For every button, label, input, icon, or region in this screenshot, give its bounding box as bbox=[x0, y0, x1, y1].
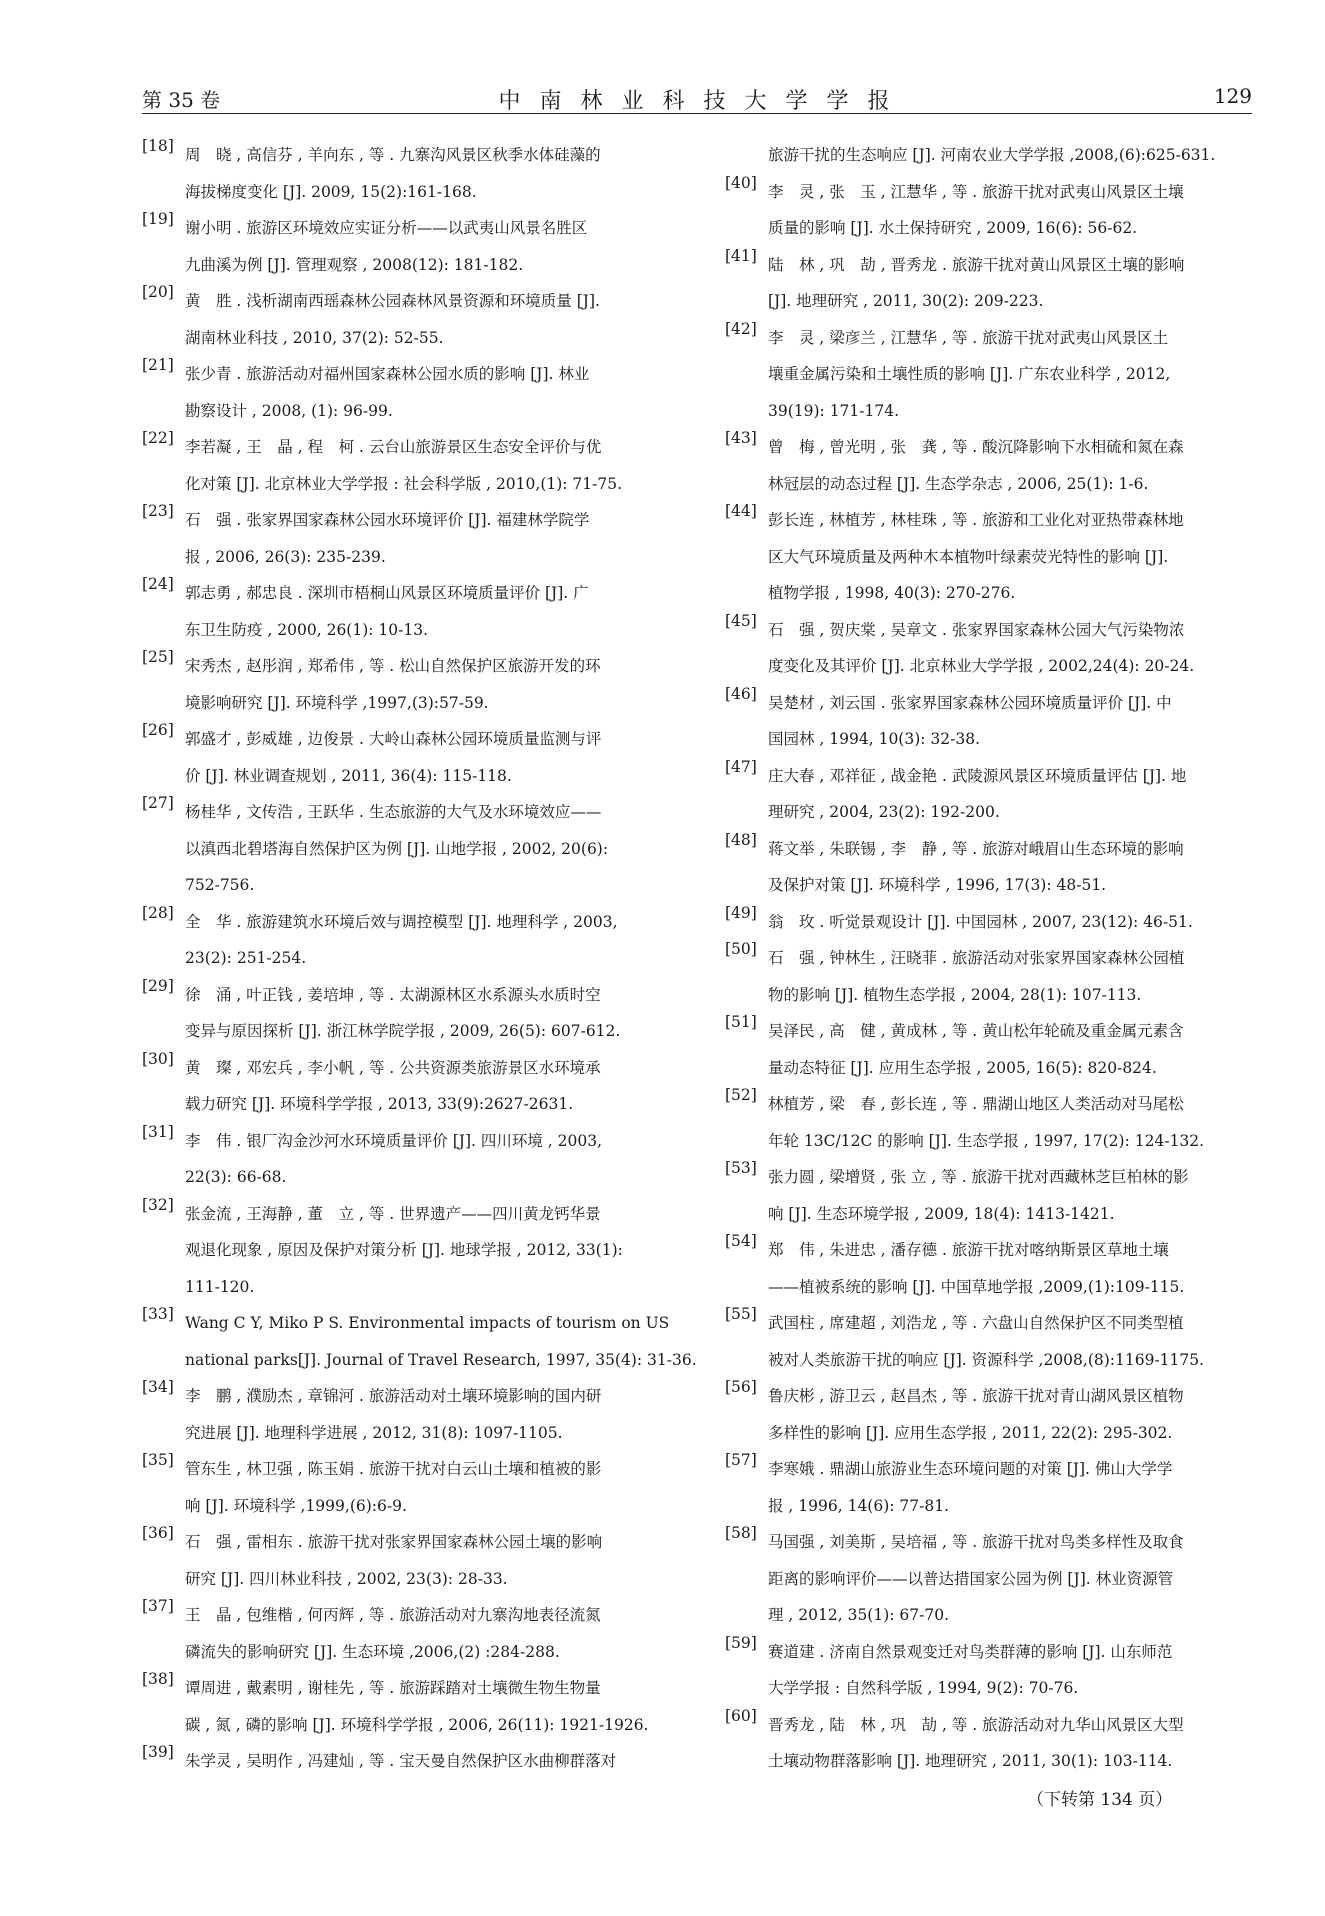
reference-item bbox=[725, 1013, 1255, 1086]
reference-item bbox=[142, 1378, 672, 1451]
reference-text bbox=[768, 1634, 1255, 1707]
reference-number: [35] bbox=[142, 1451, 174, 1469]
reference-text bbox=[768, 320, 1255, 430]
reference-line: 报 , 1996, 14(6): 77-81. bbox=[768, 1496, 950, 1515]
reference-text bbox=[185, 1670, 672, 1743]
reference-line: 物的影响 [J]. 植物生态学报 , 2004, 28(1): 107-113. bbox=[768, 985, 1142, 1004]
reference-item bbox=[725, 1232, 1255, 1305]
reference-number: [33] bbox=[142, 1305, 174, 1323]
reference-item bbox=[142, 1524, 672, 1597]
reference-item bbox=[142, 977, 672, 1050]
reference-text bbox=[185, 1597, 672, 1670]
reference-item bbox=[725, 904, 1255, 941]
reference-number: [20] bbox=[142, 283, 174, 301]
reference-number: [56] bbox=[725, 1378, 757, 1396]
header-rule bbox=[142, 113, 1252, 114]
reference-line: national parks[J]. Journal of Travel Research, 1997, 35(4): 31-36. bbox=[185, 1350, 697, 1369]
reference-item bbox=[142, 1123, 672, 1196]
reference-item bbox=[142, 1451, 672, 1524]
reference-text bbox=[185, 1378, 672, 1451]
reference-line: 旅游干扰的生态响应 [J]. 河南农业大学学报 ,2008,(6):625-631. bbox=[768, 146, 1216, 164]
reference-number: [28] bbox=[142, 903, 174, 922]
reference-line: 谢小明 . 旅游区环境效应实证分析——以武夷山风景名胜区 bbox=[185, 219, 588, 237]
reference-item bbox=[725, 429, 1255, 502]
reference-text bbox=[185, 502, 672, 575]
reference-text bbox=[185, 721, 672, 794]
reference-line: 度变化及其评价 [J]. 北京林业大学学报 , 2002,24(4): 20-24. bbox=[768, 657, 1195, 675]
reference-text bbox=[185, 1305, 697, 1378]
reference-text bbox=[185, 137, 672, 210]
reference-number: [22] bbox=[142, 429, 174, 447]
reference-line: 张少青 . 旅游活动对福州国家森林公园水质的影响 [J]. 林业 bbox=[185, 365, 590, 383]
reference-line: 以滇西北碧塔海自然保护区为例 [J]. 山地学报 , 2002, 20(6): bbox=[185, 839, 609, 858]
reference-line: 石 强 . 张家界国家森林公园水环境评价 [J]. 福建林学院学 bbox=[185, 511, 590, 529]
reference-line: 全 华 . 旅游建筑水环境后效与调控模型 [J]. 地理科学 , 2003, bbox=[185, 912, 618, 931]
reference-text bbox=[185, 794, 672, 904]
reference-item bbox=[142, 429, 672, 502]
reference-line: 李 灵 , 梁彦兰 , 江慧华 , 等 . 旅游干扰对武夷山风景区土 bbox=[768, 328, 1169, 347]
reference-item bbox=[725, 1305, 1255, 1378]
reference-number: [31] bbox=[142, 1122, 174, 1141]
reference-number: [23] bbox=[142, 502, 174, 520]
reference-text bbox=[768, 1232, 1255, 1305]
reference-item bbox=[725, 1634, 1255, 1707]
reference-line: 年轮 13C/12C 的影响 [J]. 生态学报 , 1997, 17(2): 124-132. bbox=[768, 1131, 1205, 1150]
reference-number: [29] bbox=[142, 976, 174, 995]
reference-line: 理 , 2012, 35(1): 67-70. bbox=[768, 1606, 950, 1624]
reference-number: [32] bbox=[142, 1195, 174, 1214]
reference-text bbox=[185, 283, 672, 356]
reference-line: 国园林 , 1994, 10(3): 32-38. bbox=[768, 730, 981, 748]
reference-line: 郑 伟 , 朱进忠 , 潘存德 . 旅游干扰对喀纳斯景区草地土壤 bbox=[768, 1241, 1169, 1259]
reference-line: 距离的影响评价——以普达措国家公园为例 [J]. 林业资源管 bbox=[768, 1569, 1174, 1588]
reference-line: Wang C Y, Miko P S. Environmental impacts of tourism on US bbox=[185, 1314, 670, 1332]
volume-label: 第 35 卷 bbox=[142, 88, 221, 112]
reference-line: 理研究 , 2004, 23(2): 192-200. bbox=[768, 803, 1000, 821]
reference-text bbox=[185, 1196, 672, 1306]
reference-item bbox=[142, 648, 672, 721]
reference-item bbox=[142, 502, 672, 575]
reference-number: [27] bbox=[142, 794, 174, 812]
reference-number: [54] bbox=[725, 1232, 757, 1250]
reference-item bbox=[142, 721, 672, 794]
reference-line: 李 灵 , 张 玉 , 江慧华 , 等 . 旅游干扰对武夷山风景区土壤 bbox=[768, 182, 1184, 201]
reference-item bbox=[142, 794, 672, 904]
reference-line: 鲁庆彬 , 游卫云 , 赵昌杰 , 等 . 旅游干扰对青山湖风景区植物 bbox=[768, 1387, 1184, 1405]
reference-number: [37] bbox=[142, 1597, 174, 1615]
reference-line: 23(2): 251-254. bbox=[185, 949, 307, 967]
reference-text bbox=[768, 612, 1255, 685]
reference-text bbox=[768, 904, 1255, 941]
reference-text bbox=[185, 977, 672, 1050]
reference-item bbox=[142, 356, 672, 429]
reference-line: 湖南林业科技 , 2010, 37(2): 52-55. bbox=[185, 328, 444, 347]
reference-number: [40] bbox=[725, 173, 757, 192]
reference-line: 及保护对策 [J]. 环境科学 , 1996, 17(3): 48-51. bbox=[768, 876, 1107, 894]
reference-item bbox=[725, 1159, 1255, 1232]
reference-number: [18] bbox=[142, 137, 174, 155]
reference-line: 杨桂华 , 文传浩 , 王跃华 . 生态旅游的大气及水环境效应—— bbox=[185, 803, 602, 821]
reference-number: [49] bbox=[725, 903, 757, 922]
reference-text bbox=[768, 502, 1255, 612]
reference-line: 谭周进 , 戴素明 , 谢桂先 , 等 . 旅游踩踏对土壤微生物生物量 bbox=[185, 1679, 601, 1697]
reference-text bbox=[768, 174, 1255, 247]
reference-line: 响 [J]. 生态环境学报 , 2009, 18(4): 1413-1421. bbox=[768, 1204, 1115, 1223]
reference-text bbox=[185, 575, 672, 648]
reference-line: 大学学报 : 自然科学版 , 1994, 9(2): 70-76. bbox=[768, 1679, 1079, 1697]
reference-line: 吴楚材 , 刘云国 . 张家界国家森林公园环境质量评价 [J]. 中 bbox=[768, 693, 1172, 712]
reference-line: 马国强 , 刘美斯 , 吴培福 , 等 . 旅游干扰对鸟类多样性及取食 bbox=[768, 1533, 1184, 1551]
reference-number: [58] bbox=[725, 1524, 757, 1542]
reference-text bbox=[768, 1378, 1255, 1451]
reference-number: [25] bbox=[142, 648, 174, 666]
reference-text bbox=[185, 210, 672, 283]
reference-number: [48] bbox=[725, 830, 757, 849]
reference-line: 九曲溪为例 [J]. 管理观察 , 2008(12): 181-182. bbox=[185, 255, 524, 274]
reference-number: [42] bbox=[725, 319, 757, 338]
reference-number: [52] bbox=[725, 1086, 757, 1104]
reference-item bbox=[142, 1670, 672, 1743]
reference-line: 海拔梯度变化 [J]. 2009, 15(2):161-168. bbox=[185, 182, 477, 201]
reference-text bbox=[185, 1743, 672, 1780]
reference-line: 翁 玫 . 听觉景观设计 [J]. 中国园林 , 2007, 23(12): 46-51. bbox=[768, 912, 1193, 931]
reference-number: [47] bbox=[725, 757, 757, 776]
reference-item bbox=[725, 831, 1255, 904]
reference-text bbox=[185, 1050, 672, 1123]
reference-text bbox=[768, 1707, 1255, 1780]
reference-line: 石 强 , 钟林生 , 汪晓菲 . 旅游活动对张家界国家森林公园植 bbox=[768, 949, 1185, 967]
reference-line: 管东生 , 林卫强 , 陈玉娟 . 旅游干扰对白云山土壤和植被的影 bbox=[185, 1460, 602, 1478]
reference-line: 被对人类旅游干扰的响应 [J]. 资源科学 ,2008,(8):1169-1175. bbox=[768, 1350, 1205, 1369]
reference-line: [J]. 地理研究 , 2011, 30(2): 209-223. bbox=[768, 292, 1044, 310]
reference-item bbox=[725, 685, 1255, 758]
reference-item bbox=[142, 137, 672, 210]
reference-number: [45] bbox=[725, 611, 757, 630]
reference-number: [55] bbox=[725, 1305, 757, 1323]
reference-item bbox=[725, 612, 1255, 685]
reference-item bbox=[725, 1451, 1255, 1524]
reference-text bbox=[185, 1524, 672, 1597]
reference-line: 观退化现象 , 原因及保护对策分析 [J]. 地球学报 , 2012, 33(1): bbox=[185, 1241, 623, 1259]
reference-line: 东卫生防疫 , 2000, 26(1): 10-13. bbox=[185, 620, 429, 639]
page-number: 129 bbox=[1213, 84, 1252, 108]
reference-text bbox=[185, 904, 672, 977]
reference-line: 碳 , 氮 , 磷的影响 [J]. 环境科学学报 , 2006, 26(11): 1921-1926. bbox=[185, 1715, 649, 1734]
reference-text bbox=[768, 685, 1255, 758]
reference-item bbox=[768, 137, 1255, 174]
reference-line: 黄 璨 , 邓宏兵 , 李小帆 , 等 . 公共资源类旅游景区水环境承 bbox=[185, 1058, 601, 1077]
reference-line: 化对策 [J]. 北京林业大学学报 : 社会科学版 , 2010,(1): 71-75. bbox=[185, 474, 623, 493]
reference-line: 周 晓 , 高信芬 , 羊向东 , 等 . 九寨沟风景区秋季水体硅藻的 bbox=[185, 146, 601, 164]
reference-line: 李若凝 , 王 晶 , 程 柯 . 云台山旅游景区生态安全评价与优 bbox=[185, 438, 602, 456]
reference-line: 磷流失的影响研究 [J]. 生态环境 ,2006,(2) :284-288. bbox=[185, 1642, 560, 1661]
reference-line: 晋秀龙 , 陆 林 , 巩 劼 , 等 . 旅游活动对九华山风景区大型 bbox=[768, 1715, 1184, 1734]
reference-number: [38] bbox=[142, 1670, 174, 1688]
reference-number: [43] bbox=[725, 429, 757, 447]
reference-number: [21] bbox=[142, 356, 174, 374]
reference-line: 研究 [J]. 四川林业科技 , 2002, 23(3): 28-33. bbox=[185, 1569, 508, 1588]
reference-line: 蒋文举 , 朱联锡 , 李 静 , 等 . 旅游对峨眉山生态环境的影响 bbox=[768, 839, 1184, 858]
reference-number: [53] bbox=[725, 1159, 757, 1177]
reference-text bbox=[185, 1123, 672, 1196]
reference-line: 张力圆 , 梁增贤 , 张 立 , 等 . 旅游干扰对西藏林芝巨柏林的影 bbox=[768, 1168, 1189, 1186]
reference-line: 22(3): 66-68. bbox=[185, 1168, 287, 1186]
reference-number: [51] bbox=[725, 1013, 757, 1031]
reference-text bbox=[768, 940, 1255, 1013]
reference-line: 李 鹏 , 濮励杰 , 章锦河 . 旅游活动对土壤环境影响的国内研 bbox=[185, 1387, 602, 1405]
reference-item bbox=[142, 1743, 672, 1780]
reference-line: 响 [J]. 环境科学 ,1999,(6):6-9. bbox=[185, 1496, 407, 1515]
references-right-column bbox=[725, 137, 1255, 1780]
reference-text bbox=[185, 356, 672, 429]
reference-text bbox=[768, 831, 1255, 904]
reference-line: 张金流 , 王海静 , 董 立 , 等 . 世界遗产——四川黄龙钙华景 bbox=[185, 1204, 601, 1223]
reference-line: 壤重金属污染和土壤性质的影响 [J]. 广东农业科学 , 2012, bbox=[768, 365, 1171, 383]
reference-item bbox=[725, 174, 1255, 247]
running-header bbox=[142, 84, 1252, 116]
reference-line: 陆 林 , 巩 劼 , 晋秀龙 . 旅游干扰对黄山风景区土壤的影响 bbox=[768, 255, 1185, 274]
reference-number: [34] bbox=[142, 1378, 174, 1396]
reference-number: [24] bbox=[142, 575, 174, 593]
reference-text bbox=[768, 1159, 1255, 1232]
reference-item bbox=[725, 1378, 1255, 1451]
reference-number: [46] bbox=[725, 684, 757, 703]
reference-text bbox=[768, 1305, 1255, 1378]
reference-text bbox=[185, 1451, 672, 1524]
reference-text bbox=[768, 429, 1255, 502]
reference-line: 朱学灵 , 吴明作 , 冯建灿 , 等 . 宝天曼自然保护区水曲柳群落对 bbox=[185, 1752, 617, 1770]
reference-line: 黄 胜 . 浅析湖南西瑶森林公园森林风景资源和环境质量 [J]. bbox=[185, 292, 600, 310]
journal-title: 中 南 林 业 科 技 大 学 学 报 bbox=[498, 89, 896, 114]
reference-line: 赛道建 . 济南自然景观变迁对鸟类群薄的影响 [J]. 山东师范 bbox=[768, 1642, 1173, 1661]
reference-line: 多样性的影响 [J]. 应用生态学报 , 2011, 22(2): 295-302. bbox=[768, 1423, 1173, 1442]
reference-line: 李寒娥 . 鼎湖山旅游业生态环境问题的对策 [J]. 佛山大学学 bbox=[768, 1460, 1173, 1478]
reference-line: 徐 涌 , 叶正钱 , 姜培坤 , 等 . 太湖源林区水系源头水质时空 bbox=[185, 985, 601, 1004]
reference-line: 李 伟 . 银厂沟金沙河水环境质量评价 [J]. 四川环境 , 2003, bbox=[185, 1131, 603, 1150]
reference-line: 吴泽民 , 高 健 , 黄成林 , 等 . 黄山松年轮硫及重金属元素含 bbox=[768, 1022, 1184, 1040]
reference-item bbox=[725, 940, 1255, 1013]
reference-item bbox=[142, 904, 672, 977]
reference-item bbox=[725, 1707, 1255, 1780]
reference-line: 土壤动物群落影响 [J]. 地理研究 , 2011, 30(1): 103-114. bbox=[768, 1752, 1173, 1770]
reference-line: 究进展 [J]. 地理科学进展 , 2012, 31(8): 1097-1105. bbox=[185, 1423, 563, 1442]
reference-item bbox=[142, 1196, 672, 1306]
reference-line: 变异与原因探析 [J]. 浙江林学院学报 , 2009, 26(5): 607-612. bbox=[185, 1022, 621, 1040]
reference-line: 39(19): 171-174. bbox=[768, 401, 900, 420]
reference-number: [50] bbox=[725, 940, 757, 958]
reference-line: 752-756. bbox=[185, 876, 255, 894]
reference-line: 量动态特征 [J]. 应用生态学报 , 2005, 16(5): 820-824. bbox=[768, 1058, 1157, 1077]
reference-text bbox=[185, 429, 672, 502]
reference-line: 111-120. bbox=[185, 1277, 255, 1296]
reference-text bbox=[768, 1013, 1255, 1086]
reference-number: [59] bbox=[725, 1633, 757, 1652]
reference-line: 林冠层的动态过程 [J]. 生态学杂志 , 2006, 25(1): 1-6. bbox=[768, 474, 1149, 493]
references-left-column bbox=[142, 137, 697, 1780]
reference-text bbox=[768, 1451, 1255, 1524]
reference-item bbox=[725, 758, 1255, 831]
reference-line: 武国柱 , 席建超 , 刘浩龙 , 等 . 六盘山自然保护区不同类型植 bbox=[768, 1314, 1184, 1332]
reference-line: 报 , 2006, 26(3): 235-239. bbox=[185, 547, 386, 566]
reference-text bbox=[185, 648, 672, 721]
reference-number: [26] bbox=[142, 721, 174, 739]
reference-number: [44] bbox=[725, 502, 757, 520]
reference-line: 庄大春 , 邓祥征 , 战金艳 . 武陵源风景区环境质量评估 [J]. 地 bbox=[768, 766, 1187, 785]
reference-line: 价 [J]. 林业调查规划 , 2011, 36(4): 115-118. bbox=[185, 766, 512, 785]
reference-line: 郭盛才 , 彭威雄 , 边俊景 . 大岭山森林公园环境质量监测与评 bbox=[185, 730, 602, 748]
reference-line: 石 强 , 贺庆棠 , 吴章文 . 张家界国家森林公园大气污染物浓 bbox=[768, 620, 1185, 639]
reference-number: [30] bbox=[142, 1049, 174, 1068]
reference-line: 区大气环境质量及两种木本植物叶绿素荧光特性的影响 [J]. bbox=[768, 547, 1169, 566]
reference-number: [41] bbox=[725, 246, 757, 265]
reference-item bbox=[142, 1597, 672, 1670]
reference-line: 植物学报 , 1998, 40(3): 270-276. bbox=[768, 584, 1016, 602]
reference-text bbox=[768, 137, 1255, 174]
reference-line: 彭长连 , 林植芳 , 林桂珠 , 等 . 旅游和工业化对亚热带森林地 bbox=[768, 511, 1184, 529]
reference-item bbox=[725, 247, 1255, 320]
reference-line: 境影响研究 [J]. 环境科学 ,1997,(3):57-59. bbox=[185, 693, 489, 712]
reference-line: 郭志勇 , 郝忠良 . 深圳市梧桐山风景区环境质量评价 [J]. 广 bbox=[185, 584, 589, 602]
reference-line: 曾 梅 , 曾光明 , 张 龚 , 等 . 酸沉降影响下水相硫和氮在森 bbox=[768, 438, 1184, 456]
reference-line: 宋秀杰 , 赵彤润 , 郑希伟 , 等 . 松山自然保护区旅游开发的环 bbox=[185, 657, 601, 675]
reference-item bbox=[142, 1305, 697, 1378]
reference-item bbox=[142, 1050, 672, 1123]
reference-number: [39] bbox=[142, 1743, 174, 1761]
reference-line: 质量的影响 [J]. 水土保持研究 , 2009, 16(6): 56-62. bbox=[768, 219, 1138, 237]
reference-text bbox=[768, 1086, 1255, 1159]
reference-item bbox=[142, 575, 672, 648]
reference-item bbox=[725, 1086, 1255, 1159]
reference-item bbox=[725, 320, 1255, 430]
reference-line: ——植被系统的影响 [J]. 中国草地学报 ,2009,(1):109-115. bbox=[768, 1277, 1185, 1296]
reference-number: [36] bbox=[142, 1524, 174, 1542]
reference-item bbox=[725, 1524, 1255, 1634]
reference-line: 王 晶 , 包维楷 , 何丙辉 , 等 . 旅游活动对九寨沟地表径流氮 bbox=[185, 1606, 601, 1624]
reference-line: 载力研究 [J]. 环境科学学报 , 2013, 33(9):2627-2631. bbox=[185, 1095, 574, 1113]
reference-text bbox=[768, 758, 1255, 831]
reference-text bbox=[768, 247, 1255, 320]
reference-number: [19] bbox=[142, 210, 174, 228]
reference-line: 林植芳 , 梁 春 , 彭长连 , 等 . 鼎湖山地区人类活动对马尾松 bbox=[768, 1095, 1184, 1113]
reference-number: [57] bbox=[725, 1451, 757, 1469]
reference-item bbox=[142, 210, 672, 283]
reference-item bbox=[142, 283, 672, 356]
continued-note: （下转第 134 页） bbox=[1027, 1790, 1173, 1810]
reference-number: [60] bbox=[725, 1706, 757, 1725]
reference-line: 石 强 , 雷相东 . 旅游干扰对张家界国家森林公园土壤的影响 bbox=[185, 1533, 603, 1551]
reference-line: 勘察设计 , 2008, (1): 96-99. bbox=[185, 401, 393, 420]
reference-item bbox=[725, 502, 1255, 612]
reference-text bbox=[768, 1524, 1255, 1634]
